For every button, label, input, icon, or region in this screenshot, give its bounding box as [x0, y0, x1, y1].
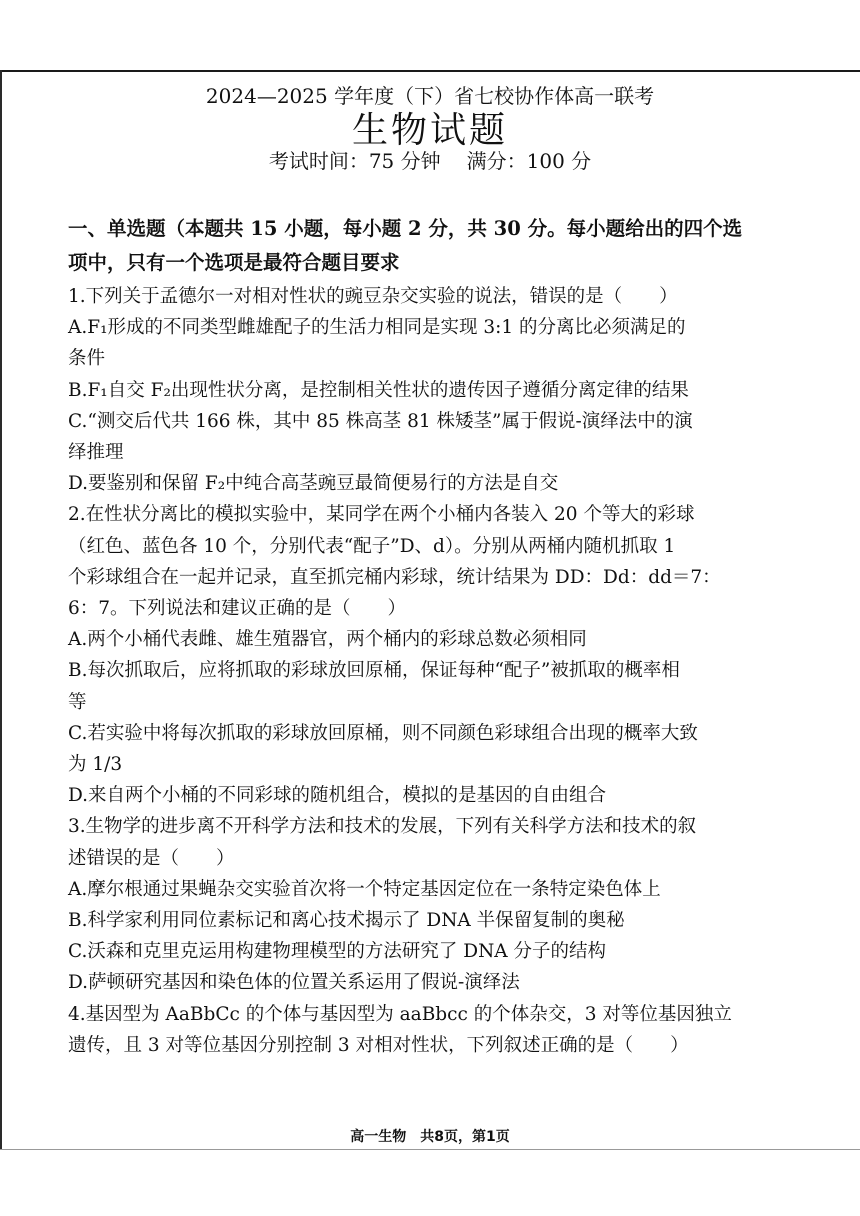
question-line: 3.生物学的进步离不开科学方法和技术的发展，下列有关科学方法和技术的叙	[68, 816, 697, 838]
question-line: B.科学家利用同位素标记和离心技术揭示了 DNA 半保留复制的奥秘	[68, 910, 625, 931]
question-line: A.两个小桶代表雌、雄生殖器官，两个桶内的彩球总数必须相同	[68, 629, 587, 651]
exam-time: 考试时间：75 分钟	[268, 149, 441, 173]
question-line: 为 1/3	[68, 754, 123, 775]
question-line: D.要鉴别和保留 F₂中纯合高茎豌豆最简便易行的方法是自交	[68, 473, 559, 495]
question-line: （红色、蓝色各 10 个，分别代表“配子”D、d）。分别从两桶内随机抓取 1	[68, 535, 676, 557]
page-top-border	[0, 70, 860, 72]
question-line: 绎推理	[68, 442, 124, 463]
question-line: B.每次抓取后，应将抓取的彩球放回原桶，保证每种“配子”被抓取的概率相	[68, 660, 680, 682]
question-line: B.F₁自交 F₂出现性状分离，是控制相关性状的遗传因子遵循分离定律的结果	[68, 379, 689, 401]
question-line: A.F₁形成的不同类型雌雄配子的生活力相同是实现 3:1 的分离比必须满足的	[68, 317, 686, 339]
question-line: 1.下列关于孟德尔一对相对性状的豌豆杂交实验的说法，错误的是（ ）	[68, 286, 678, 307]
exam-info	[0, 145, 860, 174]
question-line: A.摩尔根通过果蝇杂交实验首次将一个特定基因定位在一条特定染色体上	[68, 878, 661, 900]
question-line: C.若实验中将每次抓取的彩球放回原桶，则不同颜色彩球组合出现的概率大致	[68, 722, 698, 744]
question-line: 6：7。下列说法和建议正确的是（ ）	[68, 598, 407, 619]
question-line: D.萨顿研究基因和染色体的位置关系运用了假说-演绎法	[68, 972, 520, 994]
question-line: C.“测交后代共 166 株，其中 85 株高茎 81 株矮茎”属于假说-演绎法中的演	[68, 410, 693, 432]
page-bottom-border	[0, 1149, 860, 1150]
question-line: 遗传，且 3 对等位基因分别控制 3 对相对性状，下列叙述正确的是（ ）	[68, 1034, 689, 1056]
question-line: 4.基因型为 AaBbCc 的个体与基因型为 aaBbcc 的个体杂交，3 对等位基因独立	[68, 1003, 732, 1025]
question-line: 等	[68, 691, 87, 713]
exam-header: 2024—2025 学年度（下）省七校协作体高一联考	[205, 84, 655, 108]
section-heading: 一、单选题（本题共 15 小题，每小题 2 分，共 30 分。每小题给出的四个选项中，只有一个选项是最符合题目要求	[68, 217, 743, 274]
exam-full-score: 满分：100 分	[466, 149, 592, 173]
page-left-border	[0, 70, 2, 1150]
page-footer: 高一生物 共8页，第1页	[350, 1129, 510, 1145]
question-line: 个彩球组合在一起并记录，直至抓完桶内彩球，统计结果为 DD：Dd：dd＝7：	[68, 566, 721, 588]
question-line: C.沃森和克里克运用构建物理模型的方法研究了 DNA 分子的结构	[68, 941, 607, 963]
question-line: 2.在性状分离比的模拟实验中，某同学在两个小桶内各装入 20 个等大的彩球	[68, 504, 695, 526]
subject-title: 生物试题	[351, 110, 508, 151]
question-line: 条件	[68, 348, 106, 370]
question-line: D.来自两个小桶的不同彩球的随机组合，模拟的是基因的自由组合	[68, 785, 607, 807]
question-line: 述错误的是（ ）	[68, 847, 235, 869]
